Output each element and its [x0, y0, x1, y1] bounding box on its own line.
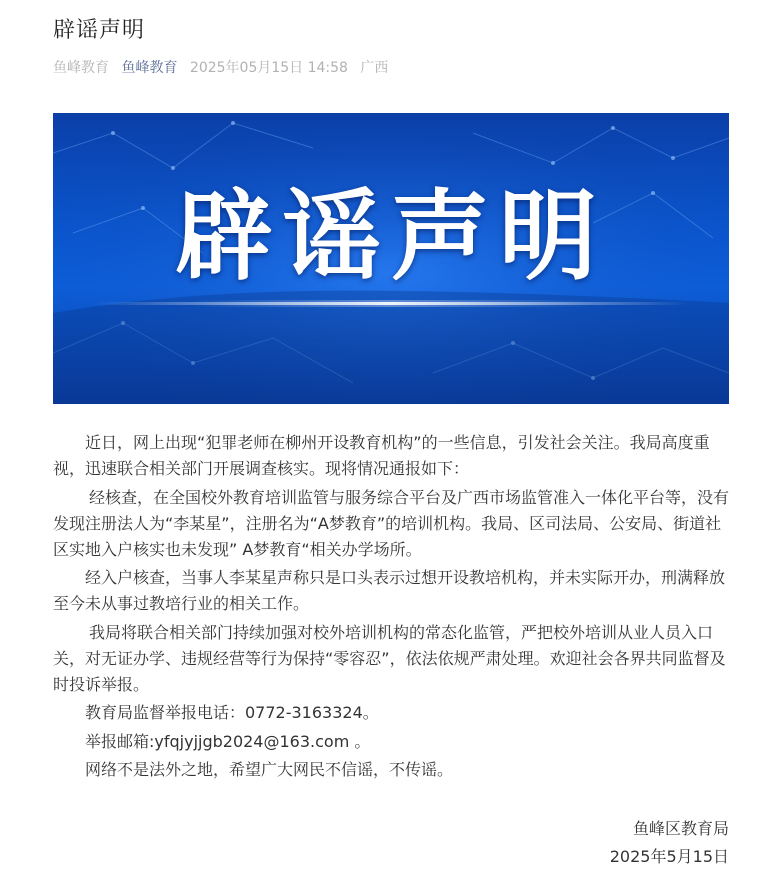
- paragraph-hotline: 教育局监督举报电话：0772-3163324。: [85, 703, 379, 722]
- article-body: [53, 430, 733, 786]
- meta-source: 鱼峰教育: [53, 60, 109, 76]
- meta-location: 广西: [360, 60, 389, 76]
- paragraph-closing: 网络不是法外之地，希望广大网民不信谣，不传谣。: [85, 760, 454, 779]
- banner-title-text: 辟谣声明: [174, 179, 607, 294]
- article-meta: [53, 58, 396, 78]
- meta-datetime: 2025年05月15日 14:58: [189, 60, 348, 76]
- paragraph-household-check: 经入户核查，当事人李某星声称只是口头表示过想开设教培机构，并未实际开办，刑满释放至今未从事过教培行业的相关工作。: [53, 568, 726, 613]
- paragraph-supervision: 我局将联合相关部门持续加强对校外培训机构的常态化监管，严把校外培训从业人员入口关，对无证办学、违规经营等行为保持“零容忍”，依法依规严肃处理。欢迎社会各界共同监督及时投诉举报。: [53, 622, 726, 694]
- meta-account-link[interactable]: 鱼峰教育: [121, 60, 178, 76]
- signature-org: 鱼峰区教育局: [632, 819, 729, 838]
- signature-date: 2025年5月15日: [609, 847, 729, 866]
- banner-image: [53, 113, 729, 404]
- paragraph-intro: 近日，网上出现“犯罪老师在柳州开设教育机构”的一些信息，引发社会关注。我局高度重视，迅速联合相关部门开展调查核实。现将情况通报如下：: [53, 433, 710, 478]
- paragraph-email: 举报邮箱:yfqjyjjgb2024@163.com 。: [85, 731, 371, 751]
- paragraph-verification: 经核查，在全国校外教育培训监管与服务综合平台及广西市场监管准入一体化平台等，没有发现注册法人为“李某星”，注册名为“A梦教育”的培训机构。我局、区司法局、公安局、街道社区实地入户核实也未发现” A梦教育“相关办学场所。: [53, 487, 730, 559]
- article-title: 辟谣声明: [53, 18, 146, 43]
